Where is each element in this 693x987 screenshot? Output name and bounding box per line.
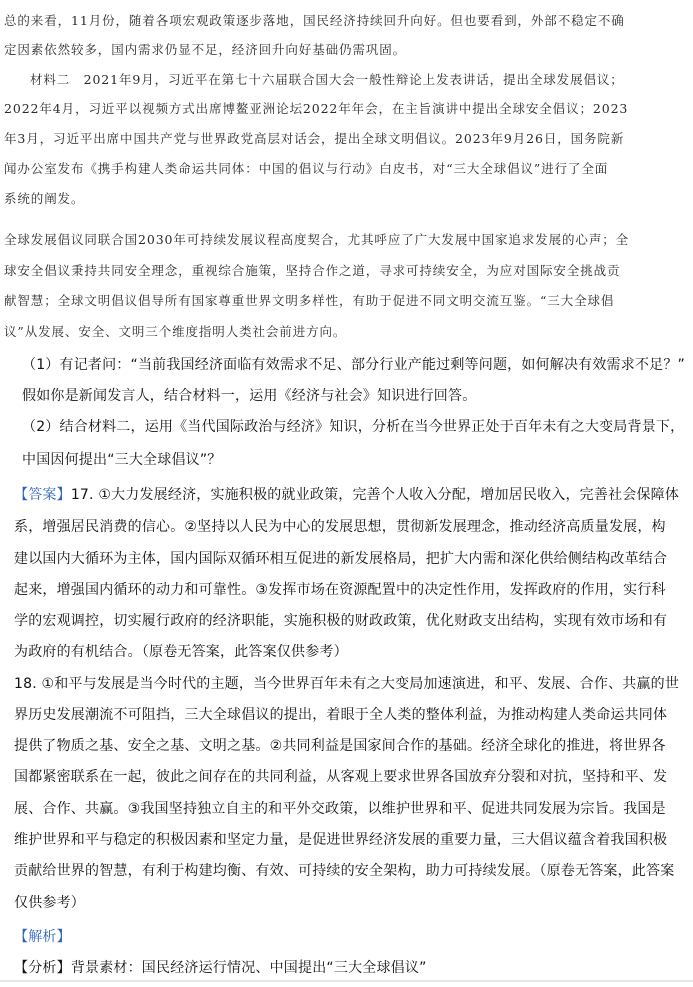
answer-first-line bbox=[14, 484, 679, 504]
answer-tag: 【答案】 bbox=[14, 487, 71, 503]
material-line: 系统的阐发。 bbox=[4, 191, 85, 206]
question-line: 假如你是新闻发言人，结合材料一，运用《经济与社会》知识进行回答。 bbox=[22, 388, 477, 404]
material-line: 2022年4月，习近平以视频方式出席博鳌亚洲论坛2022年年会，在主旨演讲中提出全球安全倡议；2023 bbox=[4, 101, 629, 116]
material-line: 闻办公室发布《携手构建人类命运共同体：中国的倡议与行动》白皮书，对“三大全球倡议”进行了全面 bbox=[4, 161, 609, 176]
answer-line: 起来，增强国内循环的动力和可靠性。③发挥市场在资源配置中的决定性作用，发挥政府的作用，实行科 bbox=[14, 582, 666, 598]
material-line: 议”从发展、安全、文明三个维度指明人类社会前进方向。 bbox=[4, 324, 347, 339]
question-line: （2）结合材料二，运用《当代国际政治与经济》知识，分析在当今世界正处于百年未有之大变局背景下， bbox=[22, 419, 685, 435]
answer-line: 展、合作、共赢。③我国坚持独立自主的和平外交政策，以维护世界和平、促进共同发展为宗旨。我国是 bbox=[14, 801, 666, 817]
answer-line: 贡献给世界的智慧，有利于构建均衡、有效、可持续的安全架构，助力可持续发展。（原卷无答案，此答案 bbox=[14, 863, 675, 879]
material-line: 材料二 2021年9月，习近平在第七十六届联合国大会一般性辩论上发表讲话，提出全球发展倡议； bbox=[30, 72, 624, 87]
analysis-tag: 【解析】 bbox=[14, 929, 71, 945]
fenxi-line bbox=[14, 957, 427, 977]
answer-line: 仅供参考） bbox=[14, 895, 85, 911]
answer-line: 维护世界和平与稳定的积极因素和坚定力量，是促进世界经济发展的重要力量，三大倡议蕴含着我国积极 bbox=[14, 832, 668, 848]
answer-line: 系，增强居民消费的信心。②坚持以人民为中心的发展思想，贯彻新发展理念，推动经济高质量发展，构 bbox=[14, 519, 666, 535]
material-line: 定因素依然较多，国内需求仍显不足，经济回升向好基础仍需巩固。 bbox=[4, 42, 407, 57]
material-line: 总的来看，11月份，随着各项宏观政策逐步落地，国民经济持续回升向好。但也要看到，外部不稳定不确 bbox=[4, 13, 625, 28]
fenxi-tag: 【分析】 bbox=[14, 960, 71, 976]
material-line: 年3月，习近平出席中国共产党与世界政党高层对话会，提出全球文明倡议。2023年9月26日，国务院新 bbox=[4, 131, 625, 146]
answer-line: 学的宏观调控，切实履行政府的经济职能，实施积极的财政政策，优化财政支出结构，实现有效市场和有 bbox=[14, 613, 668, 629]
material-line: 全球发展倡议同联合国2030年可持续发展议程高度契合，尤其呼应了广大发展中国家追求发展的心声；全 bbox=[4, 232, 630, 247]
answer-text: 17. ①大力发展经济，实施积极的就业政策，完善个人收入分配，增加居民收入，完善社会保障体 bbox=[70, 487, 680, 503]
answer-line: 国都紧密联系在一起，彼此之间存在的共同利益，从客观上要求世界各国放弃分裂和对抗，坚持和平、发 bbox=[14, 769, 668, 785]
question-line: 中国因何提出“三大全球倡议”？ bbox=[22, 452, 222, 468]
material-line: 球安全倡议秉持共同安全理念，重视综合施策，坚持合作之道，寻求可持续安全，为应对国际安全挑战贡 bbox=[4, 263, 621, 278]
page-bottom-rule bbox=[0, 980, 693, 982]
answer-line: 18. ①和平与发展是当今时代的主题，当今世界百年未有之大变局加速演进，和平、发展、合作、共赢的世 bbox=[14, 676, 680, 692]
answer-line: 为政府的有机结合。（原卷无答案，此答案仅供参考） bbox=[14, 644, 348, 660]
material-line: 献智慧；全球文明倡议倡导所有国家尊重世界文明多样性，有助于促进不同文明交流互鉴。“三大全球倡 bbox=[4, 293, 615, 308]
fenxi-text: 背景素材：国民经济运行情况、中国提出“三大全球倡议” bbox=[70, 960, 427, 976]
answer-line: 提供了物质之基、安全之基、文明之基。②共同利益是国家间合作的基础。经济全球化的推进，将世界各 bbox=[14, 738, 666, 754]
answer-line: 建以国内大循环为主体，国内国际双循环相互促进的新发展格局，把扩大内需和深化供给侧结构改革结合 bbox=[14, 551, 668, 567]
answer-line: 界历史发展潮流不可阻挡，三大全球倡议的提出，着眼于全人类的整体利益，为推动构建人类命运共同体 bbox=[14, 707, 668, 723]
question-line: （1）有记者问：“当前我国经济面临有效需求不足、部分行业产能过剩等问题，如何解决有效需求不足？” bbox=[22, 357, 686, 373]
